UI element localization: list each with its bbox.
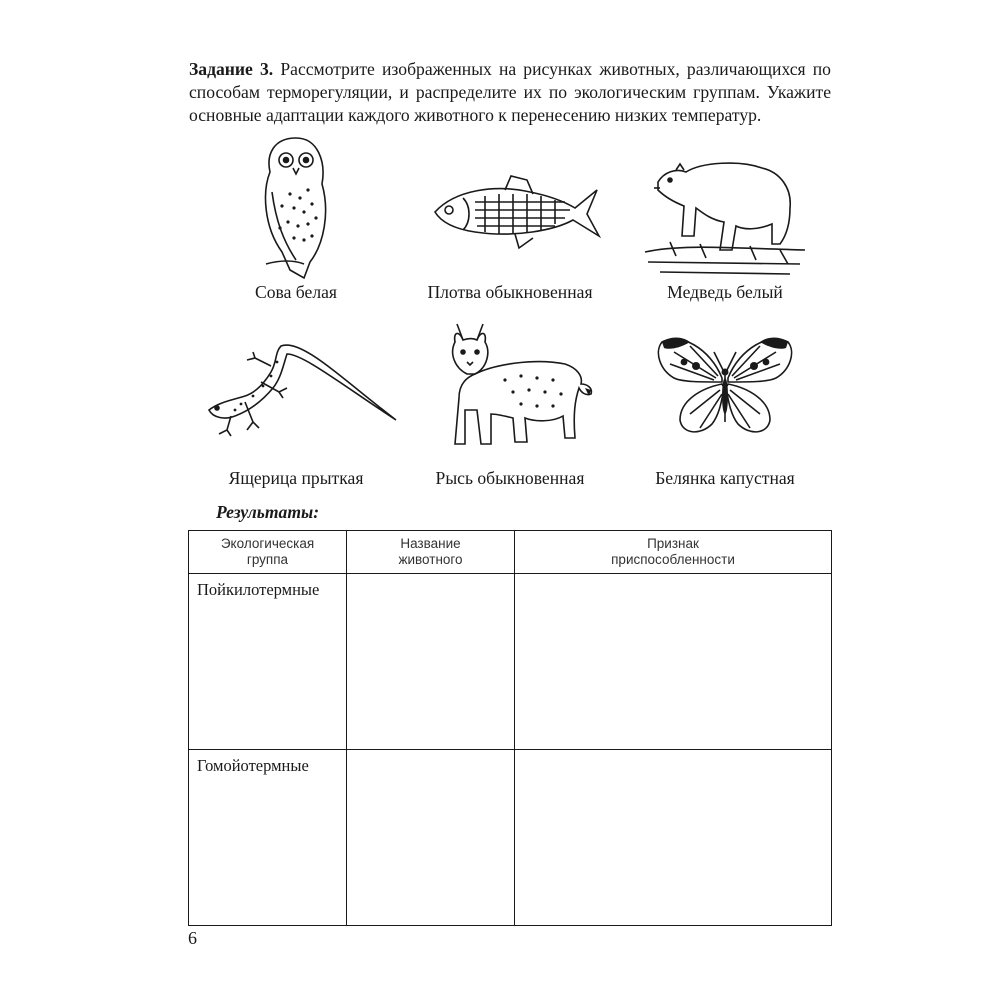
task-label: Задание 3. [189, 59, 274, 79]
fish-icon [415, 132, 605, 282]
polar-bear-icon [640, 132, 810, 282]
page-number: 6 [188, 928, 197, 948]
table-row [189, 574, 832, 750]
figure-lizard [186, 318, 406, 498]
header-adaptation: Признак приспособленности [515, 531, 832, 574]
results-table [188, 530, 832, 926]
header-animal-name: Название животного [347, 531, 515, 574]
task-body: Рассмотрите изображенных на рисунках животных, различающихся по способам терморегуляции, и распределите их по экологическим группам. Укажите основные адаптации каждого животного к перенесению низких температур. [189, 59, 831, 125]
animal-name-cell[interactable] [347, 574, 515, 750]
caption-polar-bear: Медведь белый [667, 282, 783, 302]
figure-lynx [400, 318, 620, 498]
animal-name-cell[interactable] [347, 750, 515, 926]
group-cell: Гомойотермные [189, 750, 347, 926]
caption-butterfly: Белянка капустная [655, 468, 795, 488]
butterfly-icon [650, 318, 800, 448]
caption-lizard: Ящерица прыткая [228, 468, 364, 488]
figure-owl [186, 132, 406, 312]
task-text [189, 58, 831, 127]
adaptation-cell[interactable] [515, 750, 832, 926]
lynx-icon [425, 318, 595, 458]
caption-lynx: Рысь обыкновенная [435, 468, 585, 488]
figure-fish [400, 132, 620, 312]
caption-fish: Плотва обыкновенная [427, 282, 593, 302]
adaptation-cell[interactable] [515, 574, 832, 750]
lizard-icon [191, 318, 401, 448]
table-header-row [189, 531, 832, 574]
figure-polar-bear [615, 132, 835, 312]
group-cell: Пойкилотермные [189, 574, 347, 750]
results-title: Результаты: [216, 502, 320, 522]
owl-icon [246, 132, 346, 282]
header-eco-group: Экологическая группа [189, 531, 347, 574]
caption-owl: Сова белая [254, 282, 338, 302]
table-row [189, 750, 832, 926]
figure-butterfly [615, 318, 835, 498]
